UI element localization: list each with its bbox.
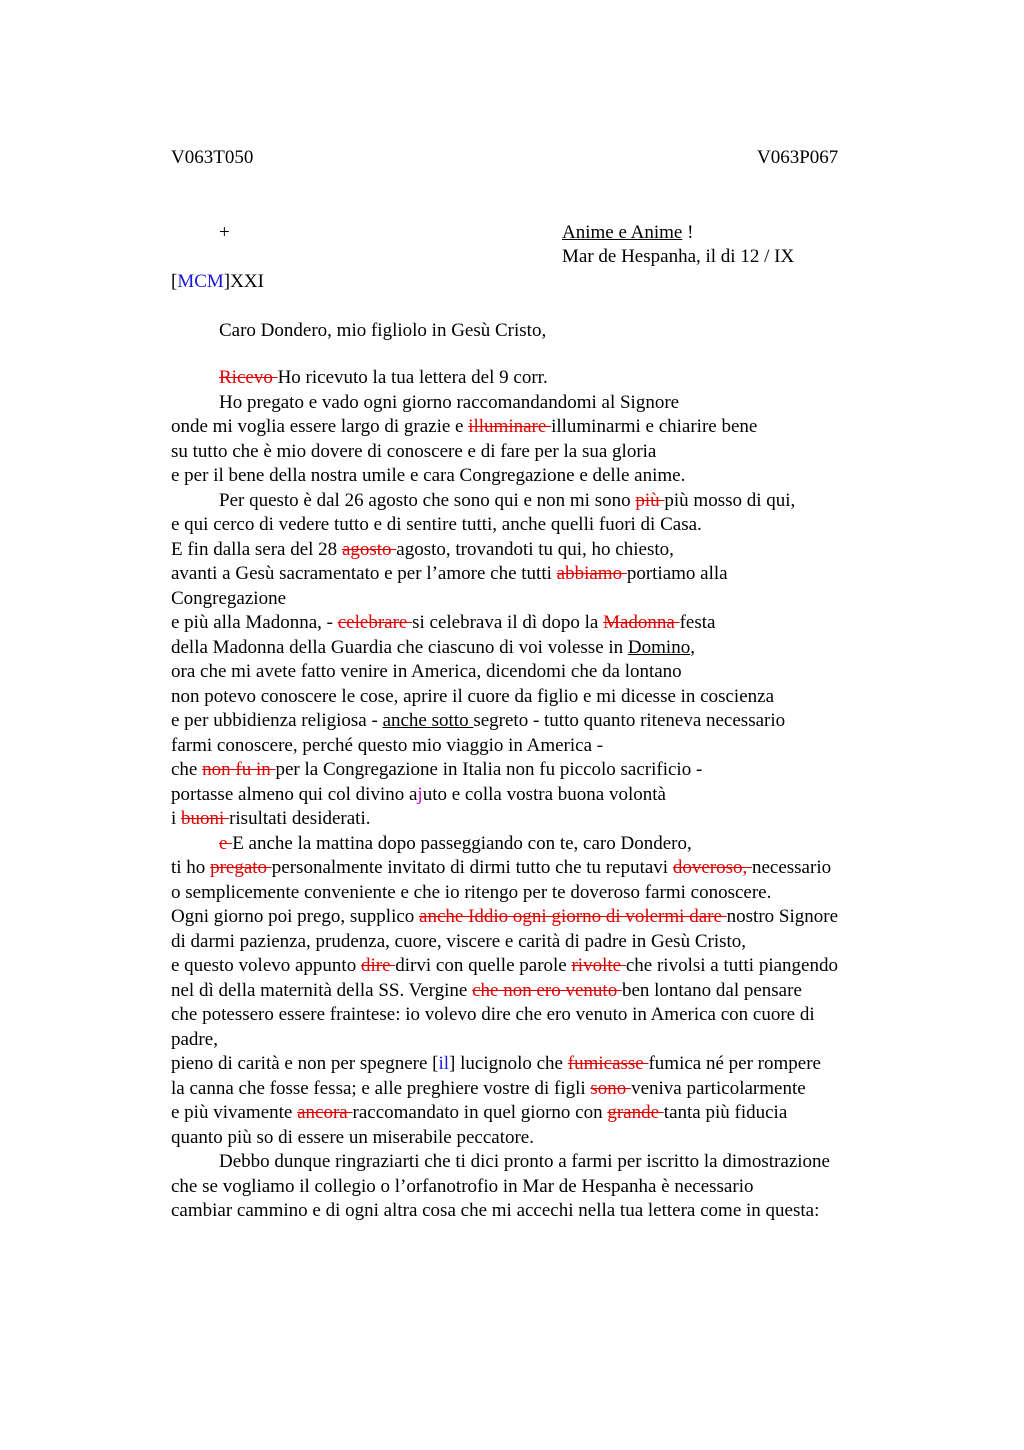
deleted-text: agosto — [341, 538, 397, 560]
left-document-code: V063T050 — [171, 147, 254, 168]
text-segment: e più vivamente — [171, 1102, 298, 1123]
letter-line — [171, 391, 911, 416]
letter-line — [171, 807, 911, 832]
text-segment: agosto, trovandoti tu qui, ho chiesto, — [396, 538, 674, 560]
deleted-text: grande — [607, 1102, 664, 1123]
deleted-text: Madonna — [603, 612, 680, 633]
text-segment: e per il bene della nostra umile e cara Congregazione e delle anime. — [171, 465, 686, 486]
letter-line — [171, 979, 911, 1004]
deleted-text: ancora — [297, 1102, 353, 1123]
text-segment: E fin dalla sera del 28 — [171, 538, 342, 560]
deleted-text: buoni — [181, 808, 230, 829]
text-segment: che potessero essere fraintese: io volevo dire che ero venuto in America con cuore di — [171, 1004, 815, 1025]
letter-line — [171, 489, 911, 514]
text-segment: Ho ricevuto la tua lettera del 9 corr. — [277, 367, 548, 388]
text-segment: la canna che fosse fessa; e alle preghiere vostre di figli — [171, 1077, 591, 1099]
letter-line — [171, 881, 911, 906]
letter-line — [171, 1101, 911, 1126]
underlined-text: Domino — [627, 636, 691, 658]
letter-line — [171, 1052, 911, 1077]
text-segment: E anche la mattina dopo passeggiando con te, caro Dondero, — [232, 832, 692, 854]
text-segment: risultati desiderati. — [229, 808, 371, 829]
deleted-text: abbiamo — [556, 563, 627, 584]
letter-line — [171, 464, 911, 489]
deleted-text: fumicasse — [567, 1053, 649, 1074]
year-line — [171, 270, 264, 294]
text-segment: che — [171, 759, 203, 780]
text-segment: tanta più fiducia — [663, 1102, 788, 1123]
text-segment: e questo volevo appunto — [171, 955, 361, 976]
letter-line — [171, 587, 911, 612]
deleted-text: Ricevo — [219, 367, 278, 388]
letter-line — [171, 734, 911, 759]
text-segment: e qui cerco di vedere tutto e di sentire tutti, anche quelli fuori di Casa. — [171, 514, 702, 535]
salutation: Caro Dondero, mio figliolo in Gesù Cristo, — [219, 320, 547, 341]
text-segment: veniva particolarmente — [631, 1077, 806, 1099]
underlined-text: anche sotto — [382, 710, 474, 731]
deleted-text: sono — [590, 1077, 632, 1099]
right-document-code: V063P067 — [757, 147, 839, 168]
text-segment: ora che mi avete fatto venire in America, dicendomi che da lontano — [171, 661, 682, 682]
text-segment: illuminarmi e chiarire bene — [551, 416, 758, 437]
text-segment: della Madonna della Guardia che ciascuno di voi volesse in — [171, 636, 628, 658]
text-segment: o semplicemente conveniente e che io ritengo per te doveroso farmi conoscere. — [171, 881, 772, 903]
deleted-text: e — [219, 832, 233, 854]
deleted-text: celebrare — [337, 612, 413, 633]
year-close: ]XXI — [223, 271, 264, 292]
letter-body — [171, 366, 911, 1224]
text-segment: e più alla Madonna, - — [171, 612, 338, 633]
text-segment: Ogni giorno poi prego, supplico — [171, 906, 420, 927]
letter-line — [171, 1175, 911, 1200]
text-segment: non potevo conoscere le cose, aprire il cuore da figlio e mi dicesse in coscienza — [171, 685, 775, 707]
text-segment: nostro Signore — [726, 906, 838, 927]
letter-line — [171, 954, 911, 979]
deleted-text: anche Iddio ogni giorno di volermi dare — [419, 906, 727, 927]
text-segment: pieno di carità e non per spegnere [ — [171, 1053, 439, 1074]
inserted-text: il — [438, 1053, 450, 1074]
text-segment: più mosso di qui, — [664, 489, 796, 511]
letter-line — [171, 513, 911, 538]
text-segment: ti ho — [171, 857, 211, 878]
text-segment: che se vogliamo il collegio o l’orfanotrofio in Mar de Hespanha è necessario — [171, 1175, 754, 1197]
text-segment: ben lontano dal pensare — [621, 979, 802, 1001]
text-segment: uto e colla vostra buona volontà — [422, 783, 666, 805]
deleted-text: doveroso, — [672, 857, 752, 878]
text-segment: avanti a Gesù sacramentato e per l’amore che tutti — [171, 563, 557, 584]
deleted-text: dire — [360, 955, 396, 976]
text-segment: cambiar cammino e di ogni altra cosa che mi accechi nella tua lettera come in questa: — [171, 1200, 820, 1221]
text-segment: per la Congregazione in Italia non fu piccolo sacrificio - — [275, 759, 703, 780]
letter-line — [171, 415, 911, 440]
text-segment: si celebrava il dì dopo la — [412, 612, 604, 633]
text-segment: i — [171, 808, 182, 829]
text-segment: portasse almeno qui col divino a — [171, 783, 418, 805]
text-segment: su tutto che è mio dovere di conoscere e di fare per la sua gloria — [171, 440, 657, 462]
motto-underlined: Anime e Anime — [562, 222, 683, 243]
deleted-text: rivolte — [571, 955, 626, 976]
deleted-text: pregato — [210, 857, 272, 878]
letter-line — [171, 440, 911, 465]
letter-line — [171, 1126, 911, 1151]
text-segment: che rivolsi a tutti piangendo — [625, 955, 838, 976]
letter-line — [171, 611, 911, 636]
deleted-text: illuminare — [468, 416, 552, 437]
text-segment: quanto più so di essere un miserabile peccatore. — [171, 1126, 534, 1148]
text-segment: segreto - tutto quanto riteneva necessario — [473, 710, 786, 731]
letter-line — [171, 758, 911, 783]
letter-line — [171, 832, 911, 857]
place-date: Mar de Hespanha, il di 12 / IX — [562, 246, 795, 267]
text-segment: onde mi voglia essere largo di grazie e — [171, 416, 469, 437]
text-segment: raccomandato in quel giorno con — [352, 1102, 608, 1123]
letter-line — [171, 1077, 911, 1102]
text-segment: fumica né per rompere — [648, 1053, 821, 1074]
motto — [562, 221, 693, 245]
letter-line — [171, 709, 911, 734]
text-segment: , — [690, 636, 695, 658]
letter-line — [171, 1003, 911, 1028]
letter-line — [171, 660, 911, 685]
text-segment: e per ubbidienza religiosa - — [171, 710, 383, 731]
text-segment: Debbo dunque ringraziarti che ti dici pronto a farmi per iscritto la dimostrazione — [219, 1151, 830, 1172]
corrected-letter: j — [417, 783, 423, 805]
cross-mark: + — [219, 222, 230, 243]
letter-line — [171, 930, 911, 955]
letter-line — [171, 366, 911, 391]
text-segment: personalmente invitato di dirmi tutto che tu reputavi — [271, 857, 673, 878]
letter-line — [171, 562, 911, 587]
text-segment: nel dì della maternità della SS. Vergine — [171, 979, 473, 1001]
motto-end: ! — [682, 222, 694, 243]
year-open: [ — [171, 271, 178, 292]
year-inserted: MCM — [177, 271, 224, 292]
deleted-text: non fu in — [202, 759, 276, 780]
text-segment: padre, — [171, 1028, 218, 1050]
text-segment: Congregazione — [171, 587, 287, 609]
letter-line — [171, 636, 911, 661]
letter-line — [171, 685, 911, 710]
letter-line — [171, 1150, 911, 1175]
letter-line — [171, 538, 911, 563]
text-segment: festa — [679, 612, 716, 633]
deleted-text: che non ero venuto — [472, 979, 622, 1001]
text-segment: Ho pregato e vado ogni giorno raccomandandomi al Signore — [219, 391, 680, 413]
text-segment: dirvi con quelle parole — [395, 955, 572, 976]
letter-line — [171, 905, 911, 930]
text-segment: Per questo è dal 26 agosto che sono qui e non mi sono — [219, 489, 636, 511]
letter-line — [171, 1199, 911, 1224]
letter-line — [171, 1028, 911, 1053]
text-segment: portiamo alla — [626, 563, 728, 584]
text-segment: necessario — [751, 857, 832, 878]
text-segment: farmi conoscere, perché questo mio viaggio in America - — [171, 734, 604, 756]
text-segment: di darmi pazienza, prudenza, cuore, viscere e carità di padre in Gesù Cristo, — [171, 930, 747, 952]
letter-line — [171, 783, 911, 808]
deleted-text: più — [635, 489, 665, 511]
text-segment: ] lucignolo che — [449, 1053, 568, 1074]
letter-line — [171, 856, 911, 881]
